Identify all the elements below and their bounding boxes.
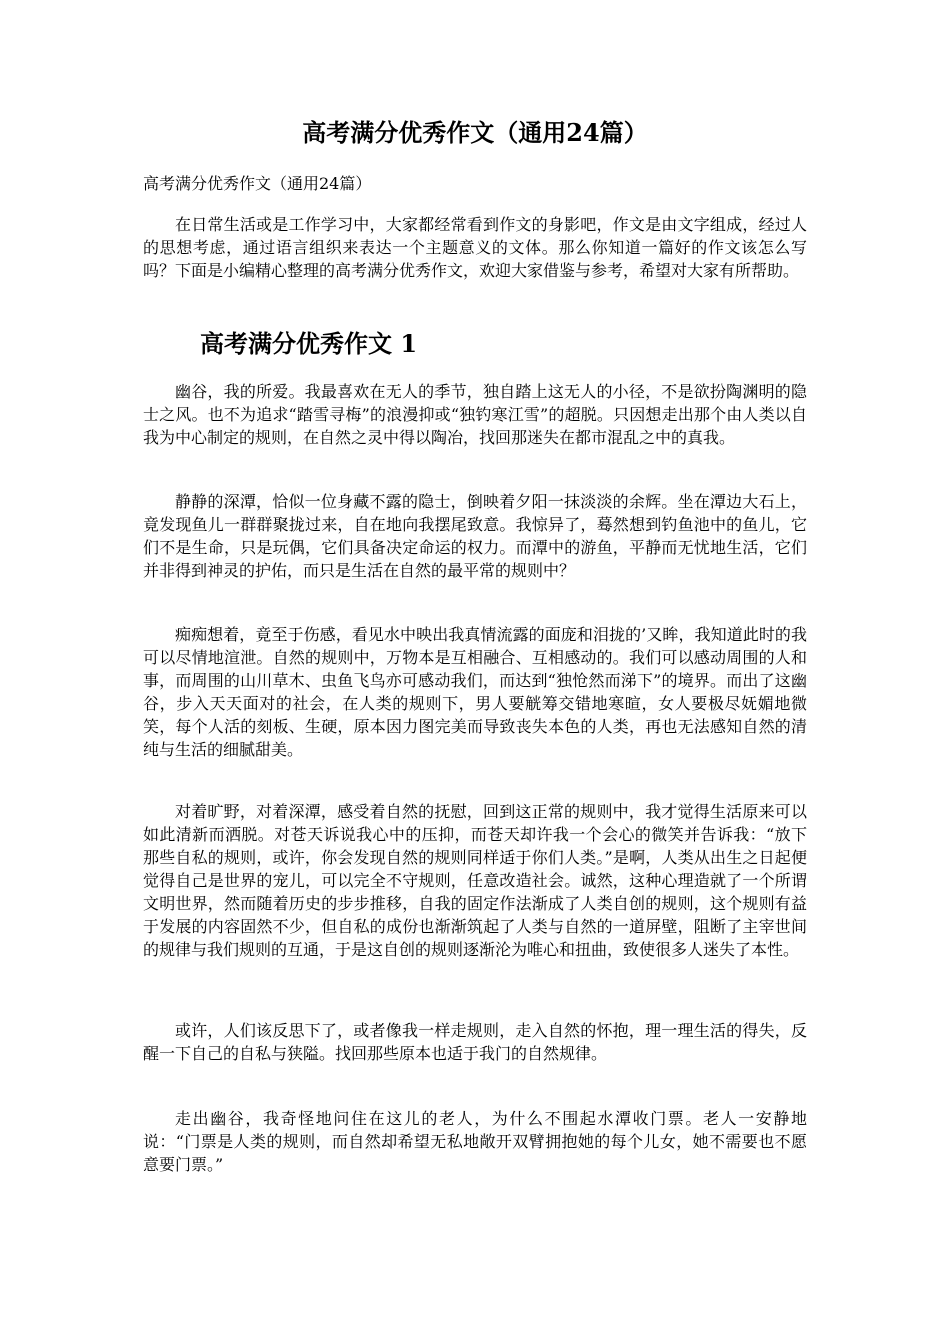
- essay-paragraph-2: 静静的深潭，恰似一位身藏不露的隐士，倒映着夕阳一抹淡淡的余辉。坐在潭边大石上，竟发现鱼儿一群群聚拢过来，自在地向我摆尾致意。我惊异了，蓦然想到钓鱼池中的鱼儿，它们不是生命，只是玩偶，它们具备决定命运的权力。而潭中的游鱼，平静而无忧地生活，它们并非得到神灵的护佑，而只是生活在自然的最平常的规则中？: [143, 492, 807, 580]
- essay-paragraph-4: 对着旷野，对着深潭，感受着自然的抚慰，回到这正常的规则中，我才觉得生活原来可以如此清新而洒脱。对苍天诉说我心中的压抑，而苍天却许我一个会心的微笑并告诉我：“放下那些自私的规则，或许，你会发现自然的规则同样适于你们人类。”是啊，人类从出生之日起便觉得自己是世界的宠儿，可以完全不守规则，任意改造社会。诚然，这种心理造就了一个所谓文明世界，然而随着历史的步步推移，自我的固定作法渐成了人类自创的规则，这个规则有益于发展的内容固然不少，但自私的成份也渐渐筑起了人类与自然的一道屏壁，阻断了主宰世间的规律与我们规则的互通，于是这自创的规则逐渐沦为唯心和扭曲，致使很多人迷失了本性。: [143, 802, 807, 959]
- section-heading: 高考满分优秀作文 1: [200, 329, 418, 358]
- essay-paragraph-6: 走出幽谷，我奇怪地问住在这儿的老人，为什么不围起水潭收门票。老人一安静地说：“门票是人类的规则，而自然却希望无私地敞开双臂拥抱她的每个儿女，她不需要也不愿意要门票。”: [143, 1109, 807, 1174]
- document-title: 高考满分优秀作文（通用24篇）: [302, 118, 648, 147]
- essay-paragraph-5: 或许，人们该反思下了，或者像我一样走规则，走入自然的怀抱，理一理生活的得失，反醒一下自己的自私与狭隘。找回那些原本也适于我门的自然规律。: [143, 1021, 807, 1063]
- essay-paragraph-1: 幽谷，我的所爱。我最喜欢在无人的季节，独自踏上这无人的小径，不是欲扮陶渊明的隐士之风。也不为追求“踏雪寻梅”的浪漫抑或“独钓寒江雪”的超脱。只因想走出那个由人类以自我为中心制定的规则，在自然之灵中得以陶冶，找回那迷失在都市混乱之中的真我。: [143, 382, 807, 447]
- essay-paragraph-3: 痴痴想着，竟至于伤感，看见水中映出我真情流露的面庞和泪拢的’又眸，我知道此时的我可以尽情地渲泄。自然的规则中，万物本是互相融合、互相感动的。我们可以感动周围的人和事，而周围的山川草木、虫鱼飞鸟亦可感动我们，而达到“独怆然而涕下”的境界。而出了这幽谷，步入天天面对的社会，在人类的规则下，男人要觥筹交错地寒暄，女人要极尽妩媚地微笑，每个人活的刻板、生硬，原本因力图完美而导致丧失本色的人类，再也无法感知自然的清纯与生活的细腻甜美。: [143, 625, 807, 759]
- intro-paragraph: 在日常生活或是工作学习中，大家都经常看到作文的身影吧，作文是由文字组成，经过人的思想考虑，通过语言组织来表达一个主题意义的文体。那么你知道一篇好的作文该怎么写吗？下面是小编精心整理的高考满分优秀作文，欢迎大家借鉴与参考，希望对大家有所帮助。: [143, 215, 807, 280]
- document-subtitle: 高考满分优秀作文（通用24篇）: [143, 174, 372, 193]
